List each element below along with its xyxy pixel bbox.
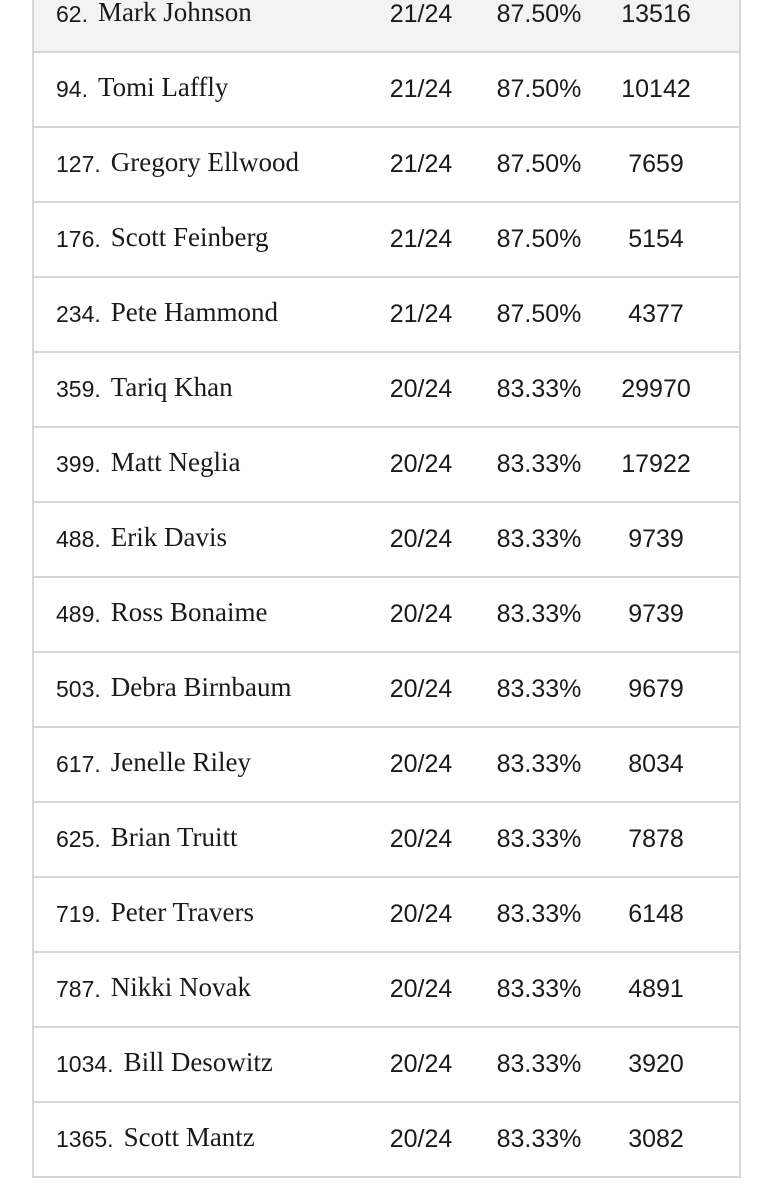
score-cell: 20/24 (389, 1125, 453, 1153)
table-row[interactable] (34, 503, 739, 578)
percent-cell: 83.33% (496, 825, 582, 853)
score-cell: 21/24 (389, 150, 453, 178)
points-cell: 4891 (628, 975, 684, 1003)
rank-cell: 787. (56, 976, 101, 1002)
rank-cell: 127. (56, 151, 101, 177)
score-cell: 20/24 (389, 825, 453, 853)
name-cell: Gregory Ellwood (110, 147, 299, 177)
table-row[interactable] (34, 578, 739, 653)
rank-cell: 719. (56, 901, 101, 927)
table-row[interactable] (34, 1028, 739, 1103)
rank-cell: 399. (56, 451, 101, 477)
score-cell: 21/24 (389, 300, 453, 328)
percent-cell: 83.33% (496, 975, 582, 1003)
name-cell: Nikki Novak (110, 972, 251, 1002)
name-cell: Scott Mantz (123, 1122, 255, 1152)
score-cell: 20/24 (389, 1050, 453, 1078)
rank-cell: 234. (56, 301, 101, 327)
table-row[interactable] (34, 953, 739, 1028)
table-row[interactable] (34, 1103, 739, 1178)
points-cell: 3920 (628, 1050, 684, 1078)
rank-cell: 1034. (56, 1051, 114, 1077)
table-row[interactable] (34, 428, 739, 503)
points-cell: 4377 (628, 300, 684, 328)
points-cell: 7878 (628, 825, 684, 853)
percent-cell: 83.33% (496, 375, 582, 403)
points-cell: 10142 (621, 75, 691, 103)
score-cell: 20/24 (389, 450, 453, 478)
table-row[interactable] (34, 278, 739, 353)
points-cell: 13516 (621, 0, 691, 28)
name-cell: Jenelle Riley (110, 747, 251, 777)
name-cell: Peter Travers (110, 897, 255, 927)
name-cell: Debra Birnbaum (110, 672, 292, 702)
points-cell: 9679 (628, 675, 684, 703)
rank-cell: 176. (56, 226, 101, 252)
name-cell: Erik Davis (110, 522, 227, 552)
table-row[interactable] (34, 0, 739, 53)
percent-cell: 83.33% (496, 675, 582, 703)
percent-cell: 83.33% (496, 600, 582, 628)
points-cell: 9739 (628, 525, 684, 553)
percent-cell: 83.33% (496, 525, 582, 553)
name-cell: Bill Desowitz (123, 1047, 273, 1077)
rank-cell: 94. (56, 76, 88, 102)
rank-cell: 489. (56, 601, 101, 627)
percent-cell: 87.50% (496, 0, 582, 28)
name-cell: Scott Feinberg (110, 222, 269, 252)
table-row[interactable] (34, 128, 739, 203)
points-cell: 6148 (628, 900, 684, 928)
points-cell: 29970 (621, 375, 691, 403)
percent-cell: 83.33% (496, 450, 582, 478)
name-cell: Pete Hammond (110, 297, 278, 327)
points-cell: 8034 (628, 750, 684, 778)
table-row[interactable] (34, 353, 739, 428)
name-cell: Ross Bonaime (110, 597, 268, 627)
points-cell: 3082 (628, 1125, 684, 1153)
table-row[interactable] (34, 878, 739, 953)
rank-cell: 503. (56, 676, 101, 702)
percent-cell: 87.50% (496, 225, 582, 253)
points-cell: 9739 (628, 600, 684, 628)
rank-cell: 625. (56, 826, 101, 852)
percent-cell: 83.33% (496, 900, 582, 928)
percent-cell: 83.33% (496, 1125, 582, 1153)
score-cell: 21/24 (389, 225, 453, 253)
points-cell: 7659 (628, 150, 684, 178)
rank-cell: 62. (56, 1, 88, 27)
name-cell: Matt Neglia (110, 447, 241, 477)
table-row[interactable] (34, 53, 739, 128)
rank-cell: 617. (56, 751, 101, 777)
rank-cell: 488. (56, 526, 101, 552)
score-cell: 21/24 (389, 75, 453, 103)
percent-cell: 87.50% (496, 300, 582, 328)
name-cell: Tariq Khan (110, 372, 233, 402)
score-cell: 20/24 (389, 675, 453, 703)
name-cell: Mark Johnson (97, 0, 252, 27)
percent-cell: 83.33% (496, 1050, 582, 1078)
score-cell: 20/24 (389, 975, 453, 1003)
percent-cell: 83.33% (496, 750, 582, 778)
score-cell: 20/24 (389, 600, 453, 628)
table-row[interactable] (34, 203, 739, 278)
score-cell: 21/24 (389, 0, 453, 28)
percent-cell: 87.50% (496, 150, 582, 178)
table-row[interactable] (34, 728, 739, 803)
rank-cell: 359. (56, 376, 101, 402)
name-cell: Tomi Laffly (97, 72, 229, 102)
leaderboard-table (32, 0, 741, 1178)
name-cell: Brian Truitt (110, 822, 238, 852)
score-cell: 20/24 (389, 375, 453, 403)
rank-cell: 1365. (56, 1126, 114, 1152)
score-cell: 20/24 (389, 750, 453, 778)
score-cell: 20/24 (389, 900, 453, 928)
score-cell: 20/24 (389, 525, 453, 553)
points-cell: 5154 (628, 225, 684, 253)
table-row[interactable] (34, 653, 739, 728)
table-row[interactable] (34, 803, 739, 878)
percent-cell: 87.50% (496, 75, 582, 103)
points-cell: 17922 (621, 450, 691, 478)
